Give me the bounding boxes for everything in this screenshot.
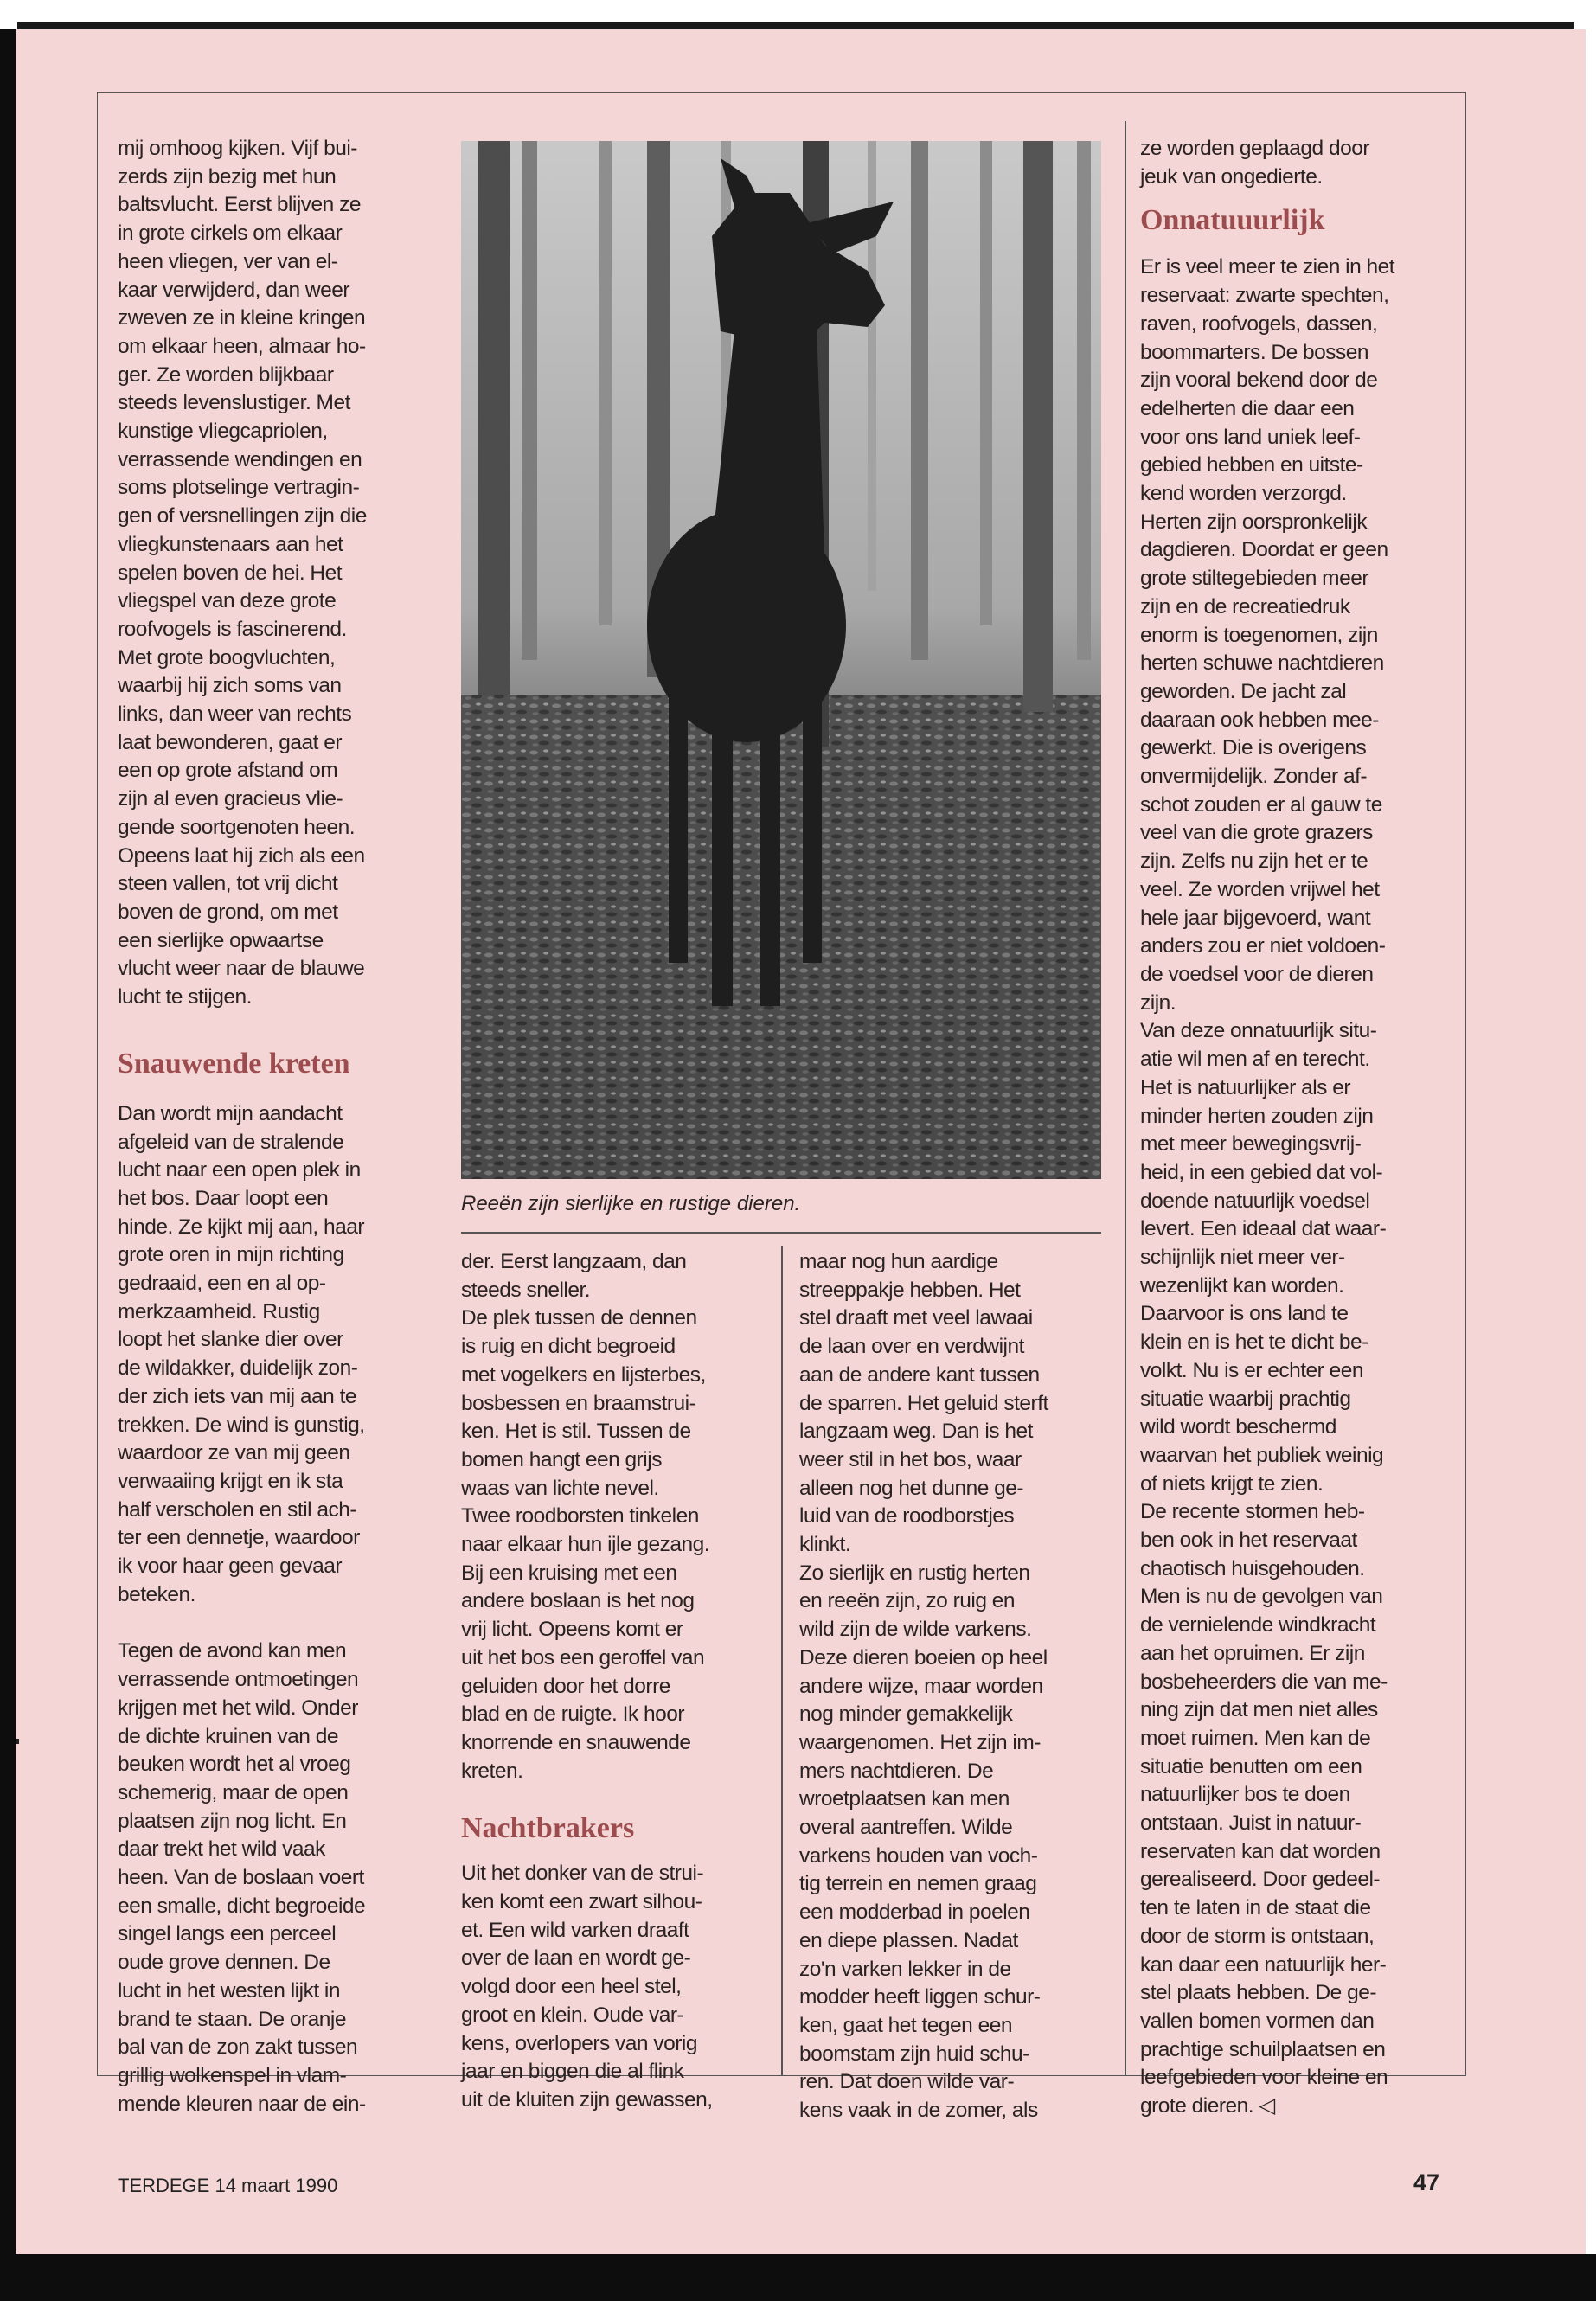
text-line: maar nog hun aardige bbox=[799, 1250, 998, 1273]
col4-para1 bbox=[1140, 135, 1460, 191]
text-line: et. Een wild varken draaft bbox=[461, 1918, 689, 1942]
text-line: dagdieren. Doordat er geen bbox=[1140, 538, 1388, 562]
col4-para2 bbox=[1140, 253, 1460, 2120]
text-line: uit het bos een geroffel van bbox=[461, 1645, 705, 1670]
text-line: Uit het donker van de strui- bbox=[461, 1862, 704, 1886]
text-line: Herten zijn oorspronkelijk bbox=[1140, 510, 1368, 534]
text-line: alleen nog het dunne ge- bbox=[799, 1476, 1024, 1500]
text-line: der. Eerst langzaam, dan bbox=[461, 1250, 687, 1273]
text-line: waas van lichte nevel. bbox=[461, 1476, 659, 1500]
deer-photo bbox=[461, 141, 1101, 1179]
text-line: de laan over en verdwijnt bbox=[799, 1335, 1024, 1359]
column-2 bbox=[461, 1248, 764, 2115]
text-line: een op grote afstand om bbox=[118, 759, 338, 783]
col2-para1 bbox=[461, 1248, 764, 1785]
column-3 bbox=[799, 1248, 1093, 2125]
text-line: weer stil in het bos, waar bbox=[799, 1447, 1022, 1471]
text-line: heen. Van de boslaan voert bbox=[118, 1866, 364, 1890]
text-line: trekken. De wind is gunstig, bbox=[118, 1413, 365, 1437]
text-line: der zich iets van mij aan te bbox=[118, 1384, 357, 1408]
text-line: kens, overlopers van vorig bbox=[461, 2031, 697, 2055]
deer-in-forest-image bbox=[461, 141, 1101, 1179]
text-line: mers nachtdieren. De bbox=[799, 1759, 994, 1783]
text-line: zijn en de recreatiedruk bbox=[1140, 594, 1350, 619]
text-line: gedraaid, een en al op- bbox=[118, 1272, 326, 1296]
text-line: plaatsen zijn nog licht. En bbox=[118, 1809, 347, 1833]
text-line: singel langs een perceel bbox=[118, 1922, 337, 1946]
text-line: zijn. Zelfs nu zijn het er te bbox=[1140, 849, 1368, 874]
text-line: bosbeheerders die van me- bbox=[1140, 1670, 1388, 1694]
text-line: gebied hebben en uitste- bbox=[1140, 453, 1363, 478]
text-line: links, dan weer van rechts bbox=[118, 702, 352, 727]
text-line: laat bewonderen, gaat er bbox=[118, 730, 343, 754]
text-line: prachtige schuilplaatsen en bbox=[1140, 2037, 1386, 2061]
text-line: de voedsel voor de dieren bbox=[1140, 962, 1374, 986]
text-line: wezenlijkt kan worden. bbox=[1140, 1273, 1344, 1298]
text-line: anders zou er niet voldoen- bbox=[1140, 934, 1386, 958]
scan-bottom-edge bbox=[0, 2254, 1596, 2301]
text-line: reservaten kan dat worden bbox=[1140, 1839, 1381, 1863]
text-line: kreten. bbox=[461, 1759, 523, 1783]
text-line: kunstige vliegcapriolen, bbox=[118, 420, 328, 444]
text-line: streeppakje hebben. Het bbox=[799, 1278, 1021, 1302]
text-line: mij omhoog kijken. Vijf bui- bbox=[118, 137, 357, 160]
text-line: ik voor haar geen gevaar bbox=[118, 1554, 343, 1579]
text-line: veel van die grote grazers bbox=[1140, 821, 1373, 845]
col3-para1 bbox=[799, 1248, 1093, 2125]
text-line: vliegspel van deze grote bbox=[118, 589, 337, 613]
text-line: lucht naar een open plek in bbox=[118, 1158, 361, 1183]
text-line: De recente stormen heb- bbox=[1140, 1500, 1365, 1524]
text-line: waardoor ze van mij geen bbox=[118, 1441, 350, 1465]
text-line: herten schuwe nachtdieren bbox=[1140, 651, 1384, 676]
footer-page-number: 47 bbox=[1413, 2170, 1440, 2195]
text-line: en reeën zijn, zo ruig en bbox=[799, 1589, 1015, 1613]
text-line: Twee roodborsten tinkelen bbox=[461, 1504, 699, 1529]
text-line: zweven ze in kleine kringen bbox=[118, 306, 366, 330]
text-line: zijn vooral bekend door de bbox=[1140, 369, 1378, 393]
text-line: Tegen de avond kan men bbox=[118, 1639, 347, 1663]
text-line: Men is nu de gevolgen van bbox=[1140, 1585, 1383, 1609]
text-line: of niets krijgt te zien. bbox=[1140, 1471, 1324, 1496]
col1-para3 bbox=[118, 1638, 438, 2118]
text-line: vallen bomen vormen dan bbox=[1140, 2009, 1375, 2033]
text-line: bal van de zon zakt tussen bbox=[118, 2035, 358, 2060]
text-line: kend worden verzorgd. bbox=[1140, 482, 1347, 506]
photo-caption: Reeën zijn sierlijke en rustige dieren. bbox=[461, 1192, 801, 1215]
text-line: situatie waarbij prachtig bbox=[1140, 1387, 1351, 1411]
text-line: het bos. Daar loopt een bbox=[118, 1186, 329, 1210]
text-line: atie wil men af en terecht. bbox=[1140, 1048, 1370, 1072]
text-line: klinkt. bbox=[799, 1533, 851, 1557]
text-line: Deze dieren boeien op heel bbox=[799, 1645, 1048, 1670]
text-line: groot en klein. Oude var- bbox=[461, 2003, 684, 2027]
text-line: ken, gaat het tegen een bbox=[799, 2013, 1012, 2037]
text-line: zerds zijn bezig met hun bbox=[118, 164, 337, 189]
text-line: schijnlijk niet meer ver- bbox=[1140, 1246, 1345, 1270]
text-line: schot zouden er al gauw te bbox=[1140, 792, 1382, 817]
text-line: waarbij hij zich soms van bbox=[118, 674, 342, 698]
text-line: soms plotselinge vertragin- bbox=[118, 476, 360, 500]
text-line: veel. Ze worden vrijwel het bbox=[1140, 877, 1380, 901]
text-line: aan het opruimen. Er zijn bbox=[1140, 1641, 1365, 1665]
text-line: tig terrein en nemen graag bbox=[799, 1872, 1037, 1896]
text-line: situatie benutten om een bbox=[1140, 1754, 1362, 1779]
text-line: Van deze onnatuurlijk situ- bbox=[1140, 1019, 1377, 1043]
text-line: Bij een kruising met een bbox=[461, 1561, 677, 1585]
text-line: grillig wolkenspel in vlam- bbox=[118, 2064, 347, 2087]
text-line: Opeens laat hij zich als een bbox=[118, 843, 365, 868]
text-line: de sparren. Het geluid sterft bbox=[799, 1391, 1048, 1415]
text-line: is ruig en dicht begroeid bbox=[461, 1335, 676, 1359]
text-line: jaar en biggen die al flink bbox=[461, 2060, 684, 2084]
text-line: een smalle, dicht begroeide bbox=[118, 1894, 366, 1918]
text-line: om elkaar heen, almaar ho- bbox=[118, 334, 366, 358]
text-line: gen of versnellingen zijn die bbox=[118, 504, 367, 529]
text-line: boomstam zijn huid schu- bbox=[799, 2041, 1029, 2066]
text-line: onvermijdelijk. Zonder af- bbox=[1140, 765, 1368, 789]
text-line: loopt het slanke dier over bbox=[118, 1328, 343, 1352]
text-line: bosbessen en braamstrui- bbox=[461, 1391, 696, 1415]
text-line: lucht te stijgen. bbox=[118, 985, 252, 1009]
section-heading-nachtbrakers: Nachtbrakers bbox=[461, 1812, 635, 1845]
text-line: kaar verwijderd, dan weer bbox=[118, 278, 350, 302]
text-line: beuken wordt het al vroeg bbox=[118, 1753, 351, 1777]
text-line: steeds sneller. bbox=[461, 1278, 591, 1302]
text-line: andere boslaan is het nog bbox=[461, 1589, 695, 1613]
text-line: klein en is het te dicht be- bbox=[1140, 1330, 1368, 1355]
text-line: de vernielende windkracht bbox=[1140, 1613, 1376, 1638]
text-line: jeuk van ongedierte. bbox=[1140, 164, 1323, 189]
section-heading-snauwende-kreten: Snauwende kreten bbox=[118, 1047, 350, 1080]
text-line: met vogelkers en lijsterbes, bbox=[461, 1362, 706, 1387]
col1-para2 bbox=[118, 1100, 438, 1610]
text-line: nog minder gemakkelijk bbox=[799, 1702, 1013, 1727]
text-line: kens vaak in de zomer, als bbox=[799, 2099, 1038, 2123]
text-line: grote dieren. ◁ bbox=[1140, 2094, 1275, 2118]
text-line: schemerig, maar de open bbox=[118, 1780, 349, 1804]
text-line: andere wijze, maar worden bbox=[799, 1674, 1043, 1698]
column-rule-2-3 bbox=[781, 1246, 783, 2076]
text-line: grote oren in mijn richting bbox=[118, 1243, 344, 1267]
column-1 bbox=[118, 135, 438, 2118]
text-line: kan daar een natuurlijk her- bbox=[1140, 1952, 1387, 1977]
text-line: gerealiseerd. Door gedeel- bbox=[1140, 1868, 1381, 1892]
text-line: waarvan het publiek weinig bbox=[1140, 1443, 1384, 1467]
text-line: langzaam weg. Dan is het bbox=[799, 1420, 1033, 1444]
text-line: ken komt een zwart silhou- bbox=[461, 1890, 702, 1914]
text-line: ning zijn dat men niet alles bbox=[1140, 1698, 1378, 1722]
text-line: doende natuurlijk voedsel bbox=[1140, 1189, 1370, 1213]
text-line: Dan wordt mijn aandacht bbox=[118, 1101, 343, 1125]
caption-rule bbox=[461, 1232, 1101, 1234]
text-line: Met grote boogvluchten, bbox=[118, 645, 336, 670]
margin-mark bbox=[16, 1739, 19, 1744]
text-line: daar trekt het wild vaak bbox=[118, 1837, 325, 1862]
text-line: boommarters. De bossen bbox=[1140, 340, 1369, 364]
col1-para1 bbox=[118, 135, 438, 1012]
text-line: vlucht weer naar de blauwe bbox=[118, 957, 365, 981]
text-line: mende kleuren naar de ein- bbox=[118, 2092, 366, 2116]
text-line: minder herten zouden zijn bbox=[1140, 1104, 1374, 1128]
text-line: enorm is toegenomen, zijn bbox=[1140, 623, 1378, 647]
text-line: afgeleid van de stralende bbox=[118, 1130, 344, 1154]
text-line: modder heeft liggen schur- bbox=[799, 1985, 1041, 2009]
text-line: lucht in het westen lijkt in bbox=[118, 1978, 340, 2003]
text-line: wild wordt beschermd bbox=[1140, 1415, 1336, 1439]
text-line: wild zijn de wilde varkens. bbox=[799, 1618, 1032, 1642]
text-line: levert. Een ideaal dat waar- bbox=[1140, 1217, 1387, 1241]
text-line: verwaaiing krijgt en ik sta bbox=[118, 1469, 343, 1493]
col2-para2 bbox=[461, 1860, 764, 2114]
text-line: geluiden door het dorre bbox=[461, 1674, 670, 1698]
text-line: hele jaar bijgevoerd, want bbox=[1140, 906, 1371, 930]
text-line: stel plaats hebben. De ge- bbox=[1140, 1981, 1377, 2005]
footer-magazine-date: TERDEGE 14 maart 1990 bbox=[118, 2175, 338, 2196]
text-line: half verscholen en stil ach- bbox=[118, 1497, 357, 1522]
text-line: verrassende ontmoetingen bbox=[118, 1668, 359, 1692]
text-line: edelherten die daar een bbox=[1140, 396, 1355, 420]
text-line: daaraan ook hebben mee- bbox=[1140, 708, 1379, 732]
text-line: Zo sierlijk en rustig herten bbox=[799, 1561, 1030, 1585]
text-line: roofvogels is fascinerend. bbox=[118, 617, 347, 641]
text-line: oude grove dennen. De bbox=[118, 1951, 330, 1975]
text-line: Daarvoor is ons land te bbox=[1140, 1302, 1349, 1326]
text-line: uit de kluiten zijn gewassen, bbox=[461, 2087, 713, 2112]
text-line: varkens houden van voch- bbox=[799, 1843, 1038, 1868]
text-line: ter een dennetje, waardoor bbox=[118, 1526, 360, 1550]
text-line: voor ons land uniek leef- bbox=[1140, 425, 1361, 449]
text-line: boven de grond, om met bbox=[118, 900, 338, 924]
text-line: krijgen met het wild. Onder bbox=[118, 1695, 358, 1720]
text-line: natuurlijker bos te doen bbox=[1140, 1783, 1350, 1807]
text-line: Het is natuurlijker als er bbox=[1140, 1075, 1350, 1099]
text-line: aan de andere kant tussen bbox=[799, 1362, 1040, 1387]
text-line: grote stiltegebieden meer bbox=[1140, 567, 1368, 591]
text-line: merkzaamheid. Rustig bbox=[118, 1299, 320, 1324]
text-line: moet ruimen. Men kan de bbox=[1140, 1726, 1371, 1750]
text-line: raven, roofvogels, dassen, bbox=[1140, 311, 1378, 336]
text-line: baltsvlucht. Eerst blijven ze bbox=[118, 193, 361, 217]
text-line: chaotisch huisgehouden. bbox=[1140, 1556, 1365, 1580]
text-line: ken. Het is stil. Tussen de bbox=[461, 1420, 691, 1444]
text-line: ontstaan. Juist in natuur- bbox=[1140, 1811, 1362, 1836]
text-line: een modderbad in poelen bbox=[799, 1900, 1030, 1925]
text-line: spelen boven de hei. Het bbox=[118, 561, 343, 585]
text-line: blad en de ruigte. Ik hoor bbox=[461, 1702, 685, 1727]
text-line: gende soortgenoten heen. bbox=[118, 815, 356, 839]
text-line: waargenomen. Het zijn im- bbox=[799, 1730, 1041, 1754]
text-line: in grote cirkels om elkaar bbox=[118, 221, 343, 246]
text-line: Er is veel meer te zien in het bbox=[1140, 255, 1395, 279]
text-line: vliegkunstenaars aan het bbox=[118, 532, 343, 556]
text-line: stel draaft met veel lawaai bbox=[799, 1306, 1033, 1330]
text-line: en diepe plassen. Nadat bbox=[799, 1928, 1018, 1952]
text-line: gewerkt. Die is overigens bbox=[1140, 736, 1367, 760]
text-line: geworden. De jacht zal bbox=[1140, 679, 1347, 703]
text-line: reservaat: zwarte spechten, bbox=[1140, 284, 1389, 308]
section-heading-onnatuuurlijk: Onnatuuurlijk bbox=[1140, 204, 1325, 237]
column-rule-3-4 bbox=[1125, 121, 1126, 2076]
text-line: steeds levenslustiger. Met bbox=[118, 391, 350, 415]
text-line: heen vliegen, ver van el- bbox=[118, 249, 338, 273]
text-line: ten te laten in de staat die bbox=[1140, 1896, 1371, 1920]
text-line: de wildakker, duidelijk zon- bbox=[118, 1356, 358, 1381]
text-line: de dichte kruinen van de bbox=[118, 1724, 338, 1748]
text-line: ze worden geplaagd door bbox=[1140, 137, 1370, 160]
text-line: wroetplaatsen kan men bbox=[799, 1787, 1010, 1811]
text-line: De plek tussen de dennen bbox=[461, 1306, 697, 1330]
text-line: hinde. Ze kijkt mij aan, haar bbox=[118, 1215, 365, 1239]
text-line: knorrende en snauwende bbox=[461, 1730, 691, 1754]
text-line: luid van de roodborstjes bbox=[799, 1504, 1015, 1529]
text-line: steen vallen, tot vrij dicht bbox=[118, 872, 338, 896]
text-line: heid, in een gebied dat vol- bbox=[1140, 1160, 1383, 1184]
text-line: verrassende wendingen en bbox=[118, 447, 362, 471]
text-line: een sierlijke opwaartse bbox=[118, 928, 324, 952]
text-line: leefgebieden voor kleine en bbox=[1140, 2066, 1388, 2090]
text-line: beteken. bbox=[118, 1582, 195, 1606]
text-line: zijn. bbox=[1140, 990, 1176, 1015]
text-line: naar elkaar hun ijle gezang. bbox=[461, 1533, 710, 1557]
text-line: ger. Ze worden blijkbaar bbox=[118, 362, 334, 387]
text-line: vrij licht. Opeens komt er bbox=[461, 1618, 683, 1642]
text-line: volgd door een heel stel, bbox=[461, 1975, 682, 1999]
text-line: bomen hangt een grijs bbox=[461, 1447, 662, 1471]
text-line: zijn al even gracieus vlie- bbox=[118, 787, 343, 811]
scan-left-edge bbox=[0, 29, 16, 2279]
column-4 bbox=[1140, 135, 1460, 2121]
text-line: volkt. Nu is er echter een bbox=[1140, 1358, 1363, 1382]
text-line: ben ook in het reservaat bbox=[1140, 1529, 1357, 1553]
text-line: door de storm is ontstaan, bbox=[1140, 1924, 1375, 1948]
text-line: over de laan en wordt ge- bbox=[461, 1946, 691, 1971]
text-line: brand te staan. De oranje bbox=[118, 2007, 346, 2031]
text-line: ren. Dat doen wilde var- bbox=[799, 2070, 1015, 2094]
text-line: overal aantreffen. Wilde bbox=[799, 1816, 1013, 1840]
text-line: met meer bewegingsvrij- bbox=[1140, 1132, 1362, 1157]
text-line: zo'n varken lekker in de bbox=[799, 1957, 1011, 1981]
